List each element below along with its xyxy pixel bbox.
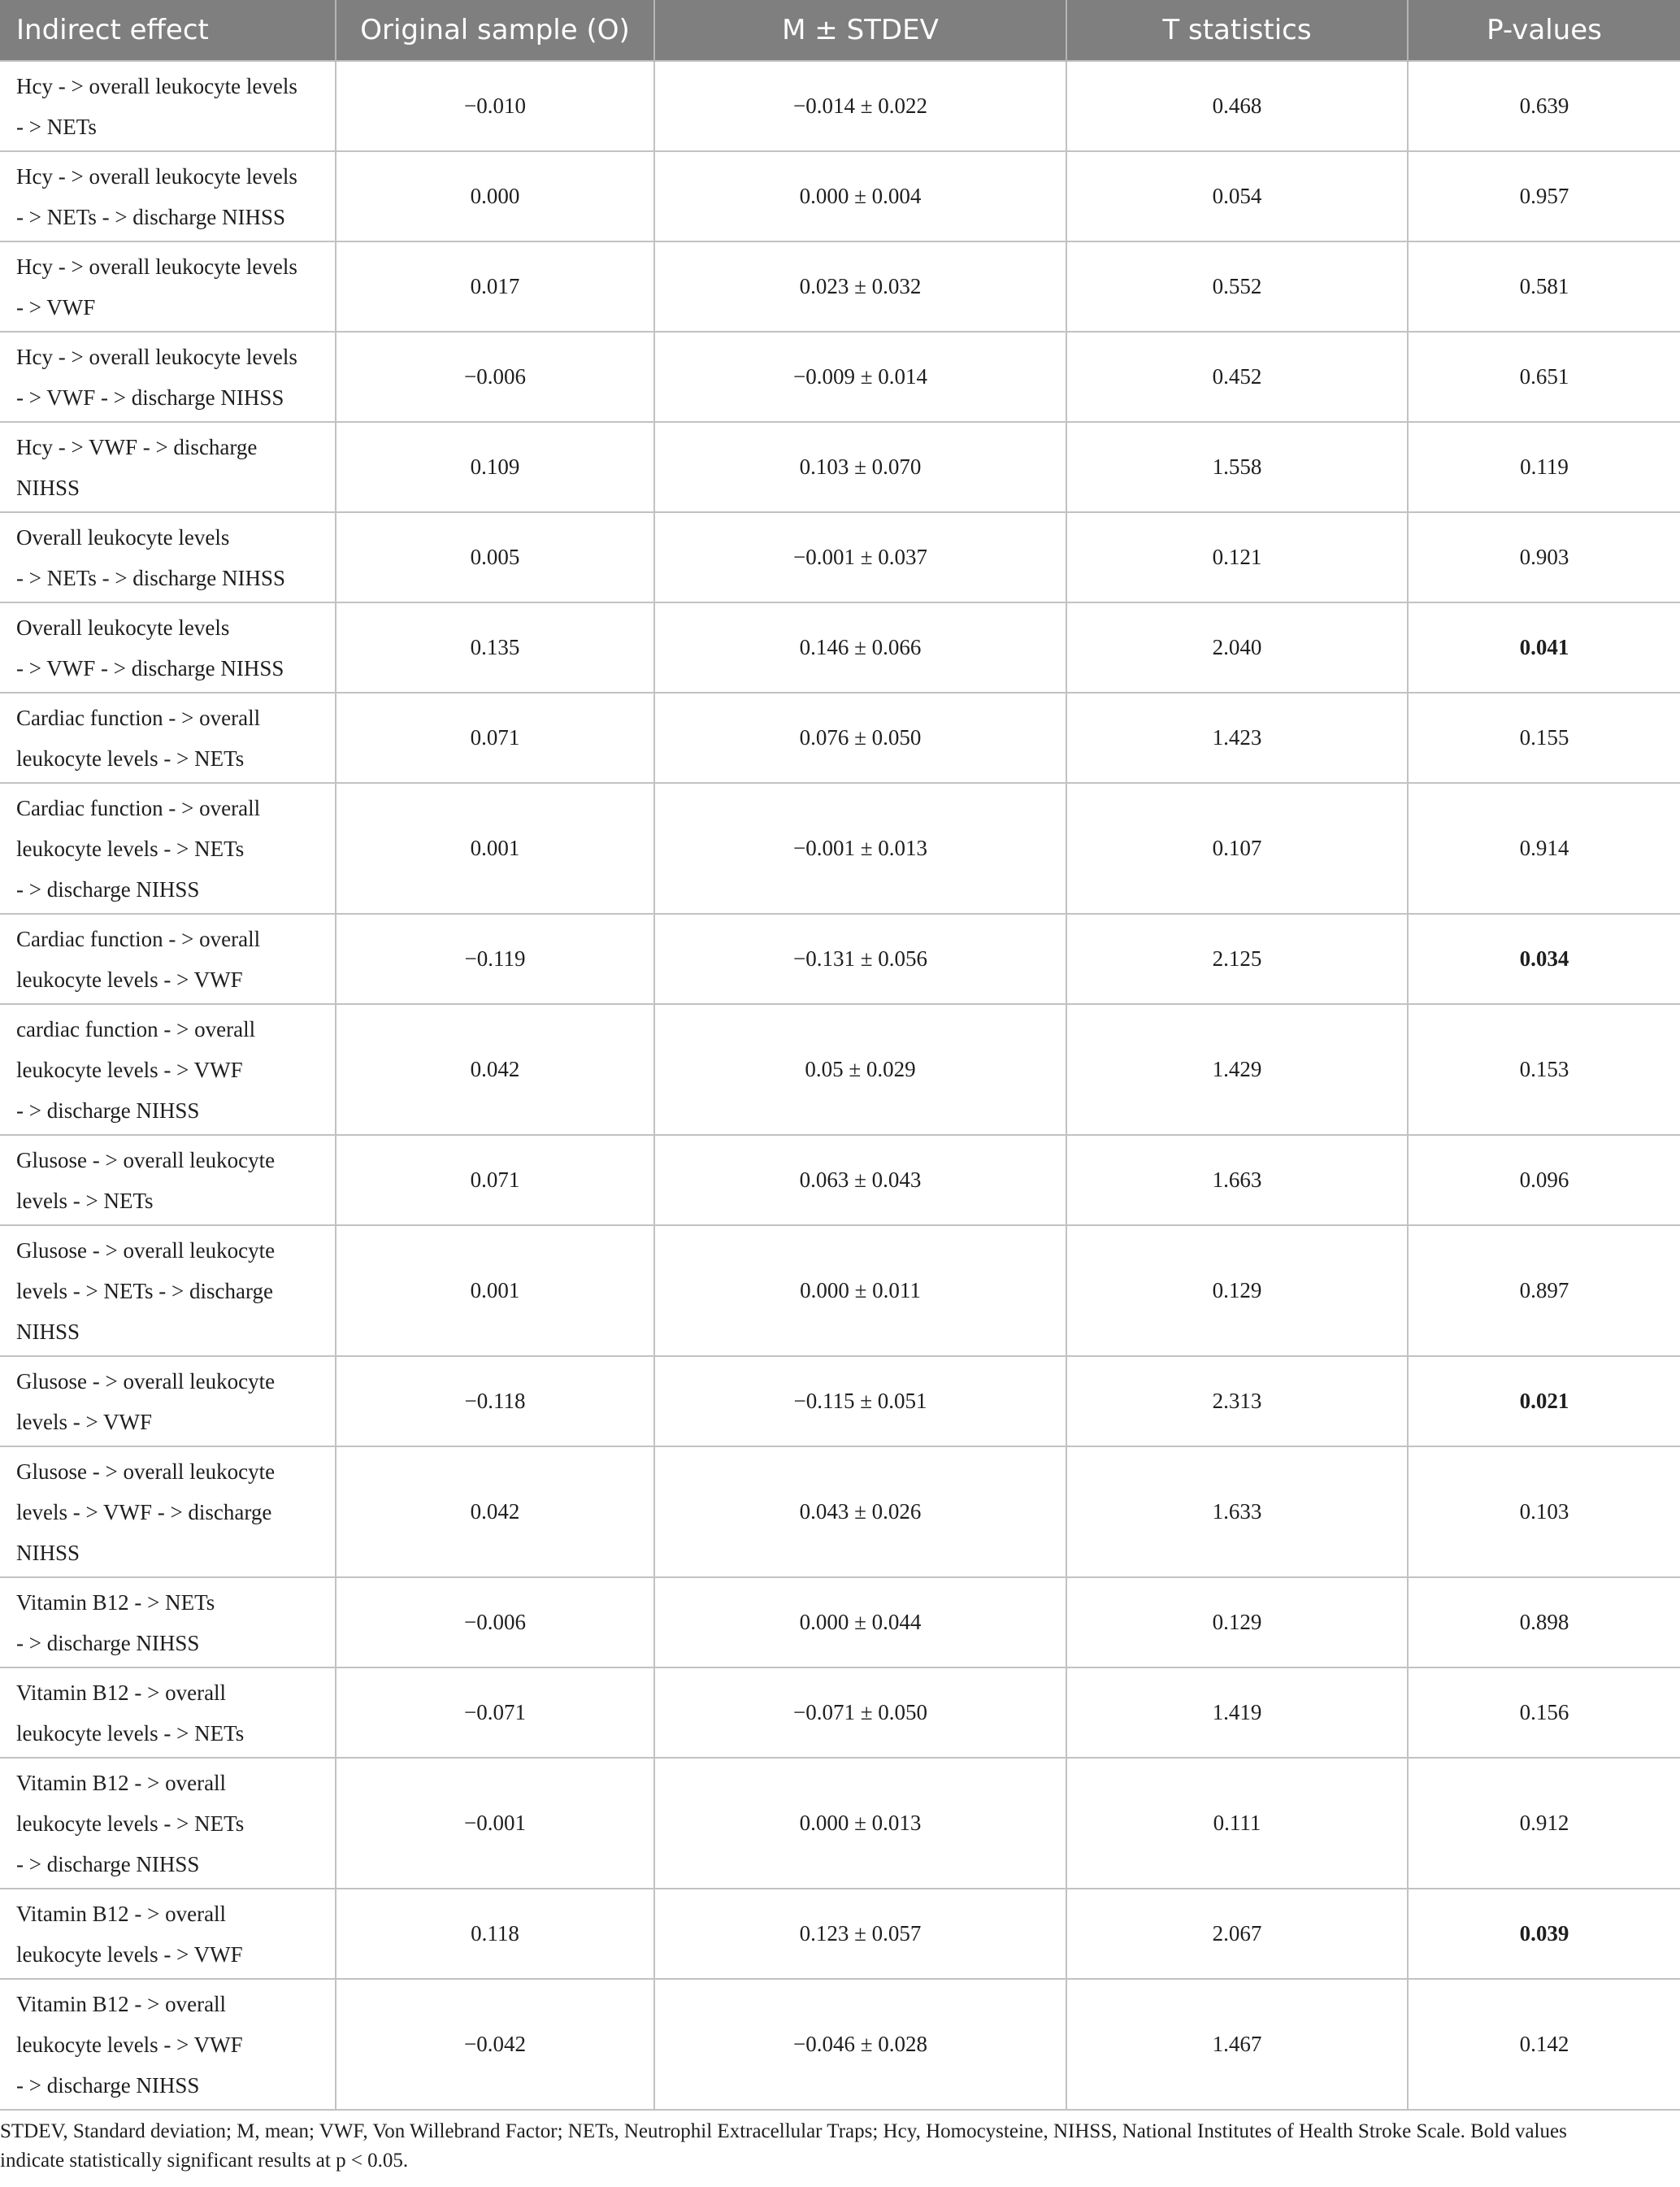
effect-line: NIHSS	[16, 475, 80, 500]
cell-t-statistic: 0.121	[1066, 512, 1408, 602]
effect-line: Cardiac function - > overall	[16, 705, 261, 730]
effect-line: Vitamin B12 - > overall	[16, 1901, 227, 1926]
cell-indirect-effect	[0, 512, 336, 602]
table-row	[0, 241, 1680, 332]
table-footnote	[0, 2117, 1674, 2176]
cell-p-value: 0.119	[1408, 422, 1680, 512]
table-row	[0, 1889, 1680, 1979]
table-row	[0, 602, 1680, 693]
header-original-sample: Original sample (O)	[336, 0, 654, 61]
cell-m-stdev: 0.000 ± 0.013	[654, 1758, 1066, 1889]
cell-indirect-effect	[0, 693, 336, 783]
effect-line: Hcy - > VWF - > discharge	[16, 434, 258, 459]
table-row	[0, 1135, 1680, 1225]
cell-m-stdev: 0.023 ± 0.032	[654, 241, 1066, 332]
cell-original-sample: −0.119	[336, 914, 654, 1004]
cell-m-stdev: 0.000 ± 0.011	[654, 1225, 1066, 1356]
effect-line: Overall leukocyte levels	[16, 524, 230, 550]
cell-p-value: 0.898	[1408, 1577, 1680, 1667]
cell-m-stdev: −0.001 ± 0.037	[654, 512, 1066, 602]
effect-line: - > NETs - > discharge NIHSS	[16, 565, 286, 590]
cell-p-value: 0.651	[1408, 332, 1680, 422]
effect-line: - > NETs - > discharge NIHSS	[16, 204, 286, 229]
cell-t-statistic: 1.633	[1066, 1446, 1408, 1577]
cell-t-statistic: 0.129	[1066, 1225, 1408, 1356]
effect-line: Hcy - > overall leukocyte levels	[16, 344, 297, 369]
effect-line: Vitamin B12 - > overall	[16, 1770, 227, 1795]
cell-original-sample: 0.017	[336, 241, 654, 332]
cell-t-statistic: 1.558	[1066, 422, 1408, 512]
table-row	[0, 422, 1680, 512]
footnote-line-1: STDEV, Standard deviation; M, mean; VWF, Von Willebrand Factor; NETs, Neutrophil Extracellular Traps; Hcy, Homocysteine, NIHSS, National Institutes of Health Stroke Scale. Bold values	[0, 2120, 1567, 2142]
cell-original-sample: −0.071	[336, 1667, 654, 1758]
cell-m-stdev: −0.001 ± 0.013	[654, 783, 1066, 914]
effect-line: Overall leukocyte levels	[16, 615, 230, 640]
cell-p-value: 0.153	[1408, 1004, 1680, 1135]
cell-indirect-effect	[0, 1577, 336, 1667]
cell-m-stdev: −0.071 ± 0.050	[654, 1667, 1066, 1758]
cell-indirect-effect	[0, 1135, 336, 1225]
cell-p-value: 0.156	[1408, 1667, 1680, 1758]
effect-line: Hcy - > overall leukocyte levels	[16, 163, 297, 189]
effect-line: Glusose - > overall leukocyte	[16, 1237, 276, 1263]
cell-p-value: 0.142	[1408, 1979, 1680, 2110]
cell-indirect-effect	[0, 151, 336, 241]
effect-line: levels - > VWF - > discharge	[16, 1499, 272, 1524]
cell-p-value: 0.914	[1408, 783, 1680, 914]
cell-original-sample: −0.010	[336, 61, 654, 151]
cell-original-sample: 0.071	[336, 693, 654, 783]
effect-line: Vitamin B12 - > overall	[16, 1680, 227, 1705]
cell-t-statistic: 2.313	[1066, 1356, 1408, 1446]
effect-line: - > discharge NIHSS	[16, 2072, 200, 2098]
effect-line: Glusose - > overall leukocyte	[16, 1147, 276, 1172]
table-body	[0, 61, 1680, 2110]
cell-p-value: 0.039	[1408, 1889, 1680, 1979]
cell-original-sample: 0.005	[336, 512, 654, 602]
cell-original-sample: 0.001	[336, 1225, 654, 1356]
cell-original-sample: 0.042	[336, 1446, 654, 1577]
cell-p-value: 0.957	[1408, 151, 1680, 241]
cell-t-statistic: 0.552	[1066, 241, 1408, 332]
cell-indirect-effect	[0, 1225, 336, 1356]
cell-indirect-effect	[0, 1979, 336, 2110]
cell-indirect-effect	[0, 1004, 336, 1135]
cell-original-sample: 0.109	[336, 422, 654, 512]
cell-t-statistic: 1.663	[1066, 1135, 1408, 1225]
cell-indirect-effect	[0, 783, 336, 914]
cell-m-stdev: −0.009 ± 0.014	[654, 332, 1066, 422]
effect-line: Cardiac function - > overall	[16, 926, 261, 951]
cell-m-stdev: 0.000 ± 0.044	[654, 1577, 1066, 1667]
effect-line: NIHSS	[16, 1540, 80, 1565]
effect-line: leukocyte levels - > VWF	[16, 1941, 243, 1967]
cell-original-sample: 0.042	[336, 1004, 654, 1135]
cell-p-value: 0.581	[1408, 241, 1680, 332]
effect-line: leukocyte levels - > NETs	[16, 1720, 245, 1746]
cell-m-stdev: −0.131 ± 0.056	[654, 914, 1066, 1004]
effect-line: leukocyte levels - > NETs	[16, 836, 245, 861]
effect-line: Vitamin B12 - > NETs	[16, 1589, 215, 1615]
effect-line: Glusose - > overall leukocyte	[16, 1459, 276, 1484]
table-row	[0, 151, 1680, 241]
cell-t-statistic: 2.040	[1066, 602, 1408, 693]
header-indirect-effect: Indirect effect	[0, 0, 336, 61]
effect-line: - > VWF - > discharge NIHSS	[16, 655, 284, 680]
effect-line: levels - > NETs - > discharge	[16, 1278, 273, 1303]
cell-indirect-effect	[0, 61, 336, 151]
table-row	[0, 914, 1680, 1004]
cell-p-value: 0.021	[1408, 1356, 1680, 1446]
table-row	[0, 1356, 1680, 1446]
effect-line: - > discharge NIHSS	[16, 876, 200, 902]
cell-original-sample: −0.042	[336, 1979, 654, 2110]
effect-line: leukocyte levels - > NETs	[16, 1811, 245, 1836]
cell-m-stdev: 0.063 ± 0.043	[654, 1135, 1066, 1225]
effect-line: - > NETs	[16, 114, 97, 139]
effect-line: - > VWF - > discharge NIHSS	[16, 385, 284, 410]
cell-t-statistic: 0.054	[1066, 151, 1408, 241]
header-t-statistics: T statistics	[1066, 0, 1408, 61]
effect-line: Cardiac function - > overall	[16, 795, 261, 820]
table-row	[0, 61, 1680, 151]
cell-t-statistic: 0.452	[1066, 332, 1408, 422]
effect-line: Hcy - > overall leukocyte levels	[16, 73, 297, 98]
cell-indirect-effect	[0, 1758, 336, 1889]
cell-original-sample: −0.118	[336, 1356, 654, 1446]
cell-m-stdev: 0.043 ± 0.026	[654, 1446, 1066, 1577]
effect-line: Glusose - > overall leukocyte	[16, 1368, 276, 1394]
cell-t-statistic: 1.429	[1066, 1004, 1408, 1135]
cell-m-stdev: 0.123 ± 0.057	[654, 1889, 1066, 1979]
cell-indirect-effect	[0, 422, 336, 512]
cell-p-value: 0.041	[1408, 602, 1680, 693]
cell-m-stdev: 0.05 ± 0.029	[654, 1004, 1066, 1135]
cell-t-statistic: 0.107	[1066, 783, 1408, 914]
effect-line: cardiac function - > overall	[16, 1016, 256, 1041]
cell-p-value: 0.639	[1408, 61, 1680, 151]
table-row	[0, 783, 1680, 914]
cell-original-sample: 0.071	[336, 1135, 654, 1225]
table-row	[0, 693, 1680, 783]
table-row	[0, 1667, 1680, 1758]
cell-m-stdev: −0.046 ± 0.028	[654, 1979, 1066, 2110]
effect-line: - > discharge NIHSS	[16, 1630, 200, 1655]
cell-indirect-effect	[0, 1667, 336, 1758]
effect-line: leukocyte levels - > NETs	[16, 746, 245, 771]
cell-indirect-effect	[0, 1446, 336, 1577]
table-row	[0, 512, 1680, 602]
cell-original-sample: −0.006	[336, 332, 654, 422]
effect-line: - > discharge NIHSS	[16, 1098, 200, 1123]
effect-line: NIHSS	[16, 1319, 80, 1344]
cell-p-value: 0.096	[1408, 1135, 1680, 1225]
cell-indirect-effect	[0, 602, 336, 693]
effect-line: - > discharge NIHSS	[16, 1851, 200, 1876]
table-row	[0, 1225, 1680, 1356]
cell-original-sample: 0.000	[336, 151, 654, 241]
effect-line: - > VWF	[16, 294, 96, 320]
cell-indirect-effect	[0, 1356, 336, 1446]
cell-p-value: 0.903	[1408, 512, 1680, 602]
cell-original-sample: 0.135	[336, 602, 654, 693]
cell-indirect-effect	[0, 1889, 336, 1979]
table-row	[0, 1004, 1680, 1135]
cell-t-statistic: 1.423	[1066, 693, 1408, 783]
cell-p-value: 0.897	[1408, 1225, 1680, 1356]
cell-p-value: 0.912	[1408, 1758, 1680, 1889]
header-m-stdev: M ± STDEV	[654, 0, 1066, 61]
cell-indirect-effect	[0, 241, 336, 332]
effect-line: levels - > VWF	[16, 1409, 152, 1434]
cell-t-statistic: 0.129	[1066, 1577, 1408, 1667]
table-row	[0, 1979, 1680, 2110]
header-row	[0, 0, 1680, 61]
effect-line: leukocyte levels - > VWF	[16, 1057, 243, 1082]
cell-indirect-effect	[0, 332, 336, 422]
cell-t-statistic: 1.467	[1066, 1979, 1408, 2110]
cell-m-stdev: −0.115 ± 0.051	[654, 1356, 1066, 1446]
cell-t-statistic: 0.111	[1066, 1758, 1408, 1889]
cell-p-value: 0.155	[1408, 693, 1680, 783]
cell-original-sample: 0.001	[336, 783, 654, 914]
cell-m-stdev: 0.076 ± 0.050	[654, 693, 1066, 783]
effect-line: Vitamin B12 - > overall	[16, 1991, 227, 2016]
table-row	[0, 1758, 1680, 1889]
table-row	[0, 1577, 1680, 1667]
cell-m-stdev: 0.146 ± 0.066	[654, 602, 1066, 693]
cell-m-stdev: −0.014 ± 0.022	[654, 61, 1066, 151]
effect-line: leukocyte levels - > VWF	[16, 967, 243, 992]
cell-original-sample: −0.006	[336, 1577, 654, 1667]
cell-p-value: 0.034	[1408, 914, 1680, 1004]
cell-m-stdev: 0.000 ± 0.004	[654, 151, 1066, 241]
table-row	[0, 1446, 1680, 1577]
cell-indirect-effect	[0, 914, 336, 1004]
cell-original-sample: 0.118	[336, 1889, 654, 1979]
header-p-values: P-values	[1408, 0, 1680, 61]
effect-line: leukocyte levels - > VWF	[16, 2032, 243, 2057]
effect-line: Hcy - > overall leukocyte levels	[16, 254, 297, 279]
footnote-line-2: indicate statistically significant results at p < 0.05.	[0, 2150, 409, 2172]
cell-t-statistic: 1.419	[1066, 1667, 1408, 1758]
cell-t-statistic: 2.125	[1066, 914, 1408, 1004]
effect-line: levels - > NETs	[16, 1188, 154, 1213]
cell-original-sample: −0.001	[336, 1758, 654, 1889]
cell-p-value: 0.103	[1408, 1446, 1680, 1577]
cell-m-stdev: 0.103 ± 0.070	[654, 422, 1066, 512]
table-row	[0, 332, 1680, 422]
cell-t-statistic: 2.067	[1066, 1889, 1408, 1979]
cell-t-statistic: 0.468	[1066, 61, 1408, 151]
